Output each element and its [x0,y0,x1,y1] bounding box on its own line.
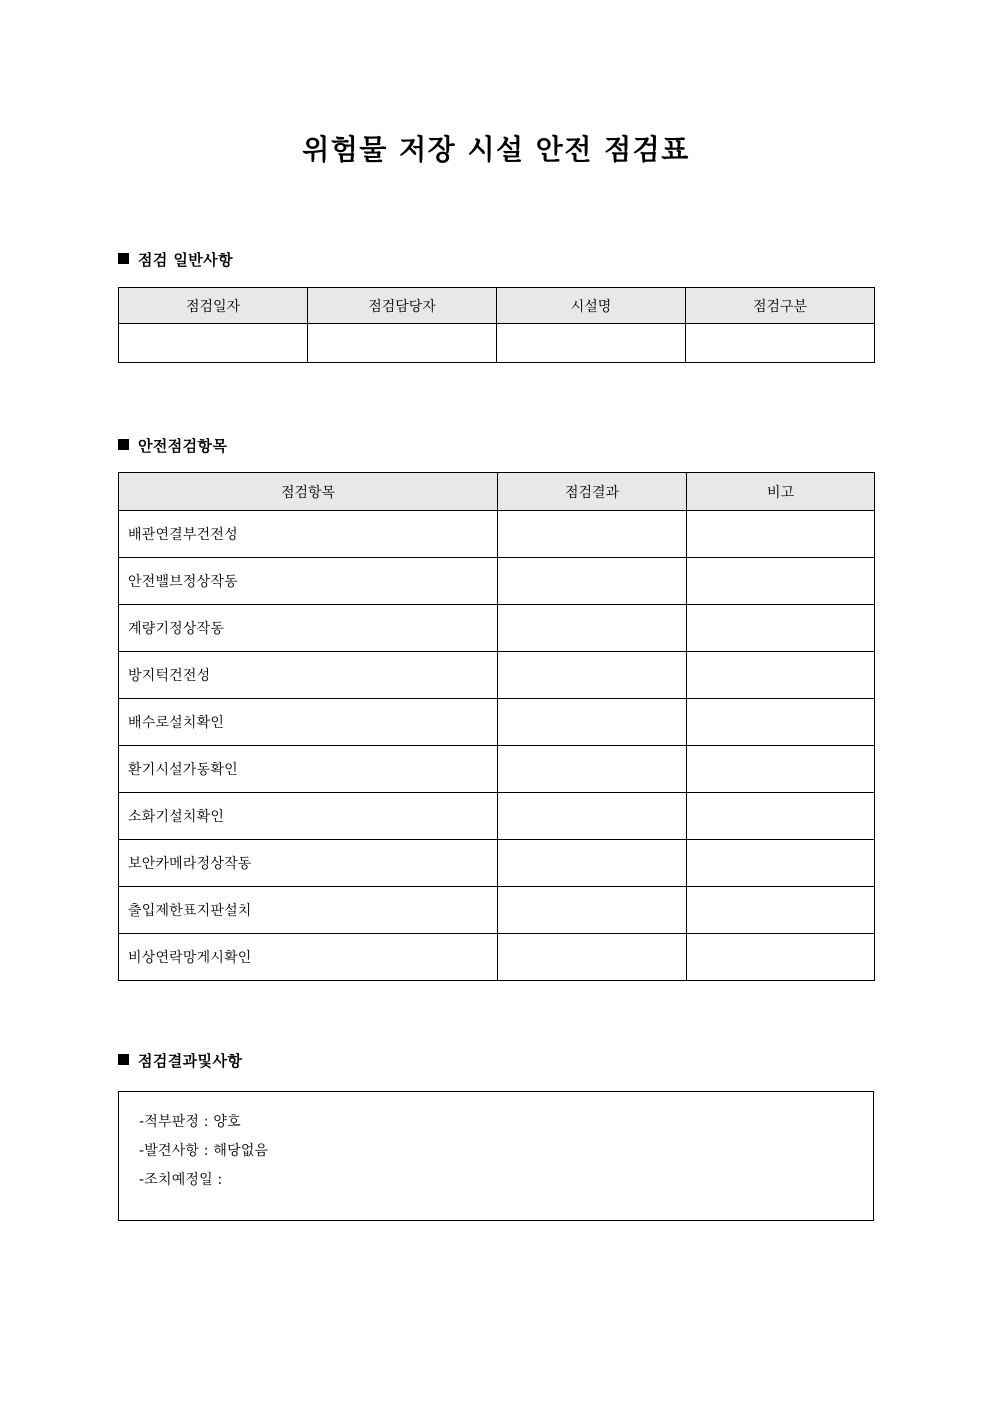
results-lines [119,1092,873,1195]
table-row [119,746,875,793]
cell-check-result[interactable] [498,887,687,934]
square-bullet-icon [118,439,129,450]
cell-inspection-type[interactable] [686,324,875,363]
result-line-suitability: -적부판정 : 양호 [139,1114,241,1130]
cell-remarks[interactable] [687,699,875,746]
cell-check-result[interactable] [498,699,687,746]
column-header-check-item: 점검항목 [119,473,498,511]
cell-check-result[interactable] [498,746,687,793]
cell-check-result[interactable] [498,793,687,840]
safety-check-items-table [118,472,875,981]
cell-remarks[interactable] [687,511,875,558]
table-row [119,793,875,840]
cell-check-item: 보안카메라정상작동 [119,840,498,887]
cell-check-result[interactable] [498,558,687,605]
table-row [119,652,875,699]
table-row [119,324,875,363]
table-row [119,934,875,981]
column-header-inspector: 점검담당자 [308,288,497,324]
table-row [119,699,875,746]
cell-remarks[interactable] [687,605,875,652]
table-header-row [119,288,875,324]
cell-check-item: 계량기정상작동 [119,605,498,652]
cell-inspector[interactable] [308,324,497,363]
section-heading-general [118,251,233,269]
table-row [119,605,875,652]
cell-remarks[interactable] [687,934,875,981]
cell-remarks[interactable] [687,746,875,793]
cell-check-result[interactable] [498,840,687,887]
result-line-action-date: -조치예정일 : [139,1172,223,1188]
cell-check-result[interactable] [498,652,687,699]
general-info-table [118,287,875,363]
table-row [119,840,875,887]
table-row [119,887,875,934]
inspection-results-box[interactable] [118,1091,874,1221]
column-header-inspection-date: 점검일자 [119,288,308,324]
section-heading-general-label: 점검 일반사항 [138,251,233,269]
table-row [119,511,875,558]
square-bullet-icon [118,253,129,264]
column-header-check-result: 점검결과 [498,473,687,511]
column-header-facility-name: 시설명 [497,288,686,324]
cell-remarks[interactable] [687,793,875,840]
table-header-row [119,473,875,511]
cell-check-item: 배수로설치확인 [119,699,498,746]
cell-facility-name[interactable] [497,324,686,363]
result-line-findings: -발견사항 : 해당없음 [139,1143,269,1159]
cell-check-item: 배관연결부건전성 [119,511,498,558]
cell-remarks[interactable] [687,887,875,934]
cell-check-item: 소화기설치확인 [119,793,498,840]
section-heading-results-label: 점검결과및사항 [138,1052,243,1070]
column-header-remarks: 비고 [687,473,875,511]
cell-check-item: 환기시설가동확인 [119,746,498,793]
cell-check-item: 출입제한표지판설치 [119,887,498,934]
column-header-inspection-type: 점검구분 [686,288,875,324]
cell-check-item: 안전밸브정상작동 [119,558,498,605]
table-row [119,558,875,605]
cell-check-result[interactable] [498,934,687,981]
section-heading-results [118,1052,242,1070]
cell-check-result[interactable] [498,605,687,652]
cell-remarks[interactable] [687,652,875,699]
cell-remarks[interactable] [687,558,875,605]
square-bullet-icon [118,1054,129,1065]
section-heading-items-label: 안전점검항목 [138,437,228,455]
cell-check-result[interactable] [498,511,687,558]
cell-check-item: 비상연락망게시확인 [119,934,498,981]
cell-inspection-date[interactable] [119,324,308,363]
cell-check-item: 방지턱건전성 [119,652,498,699]
section-heading-items [118,437,227,455]
page-title: 위험물 저장 시설 안전 점검표 [302,133,690,166]
cell-remarks[interactable] [687,840,875,887]
